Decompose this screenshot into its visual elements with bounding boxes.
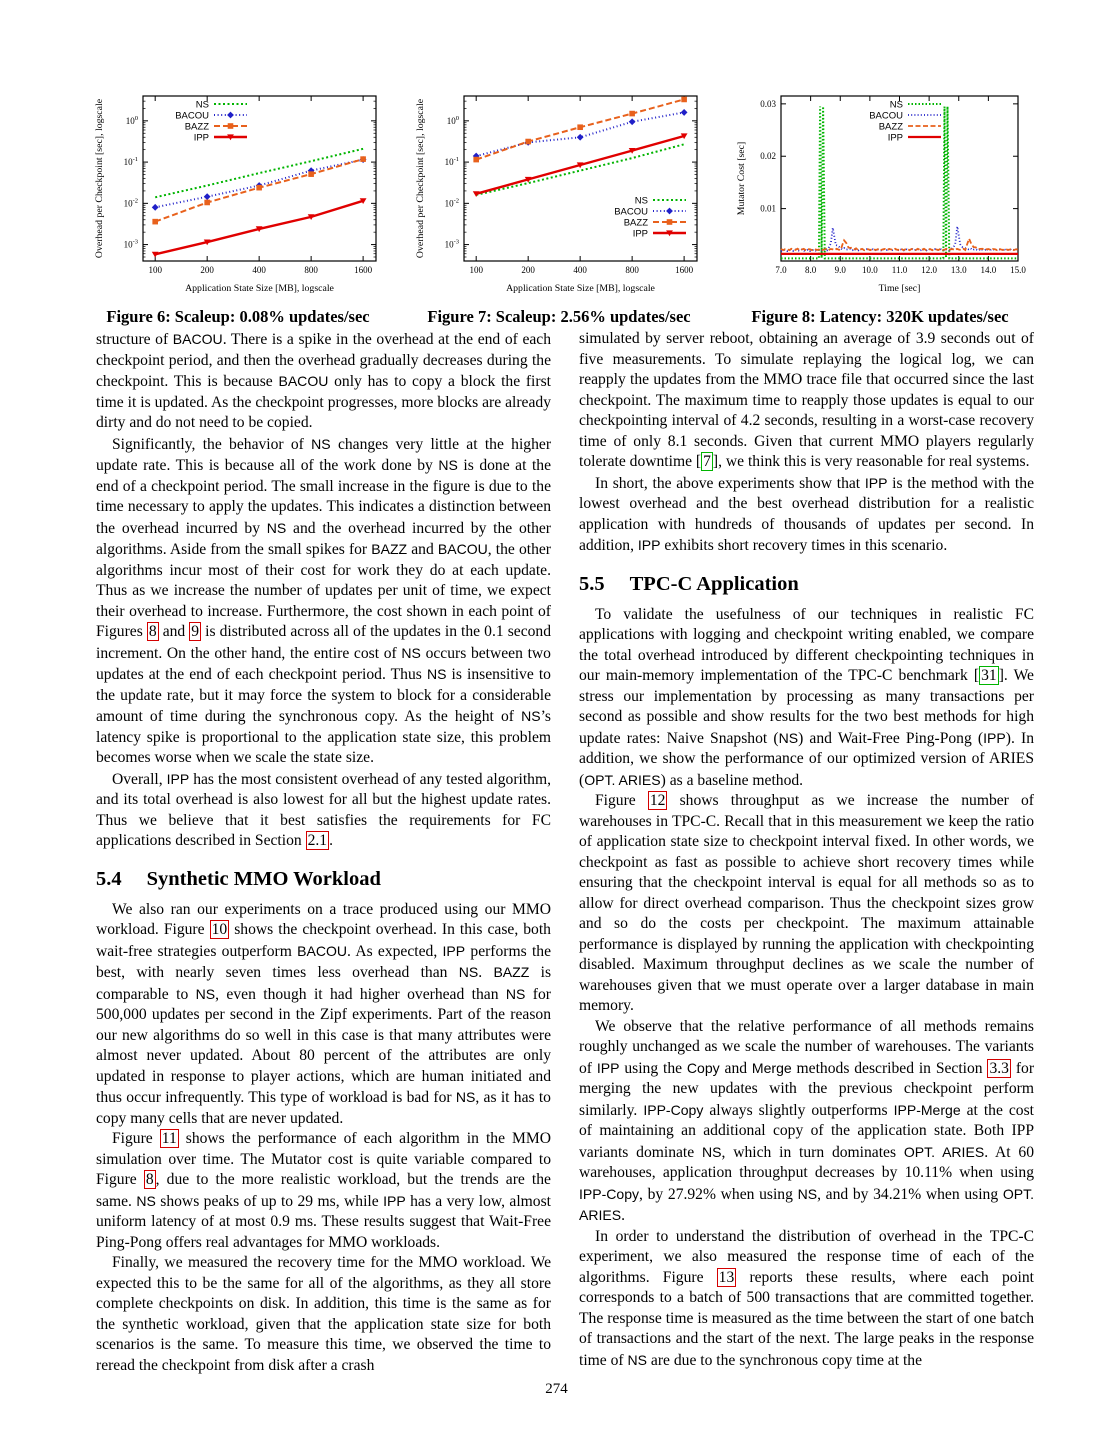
svg-text:BACOU: BACOU [868,110,903,122]
figure-ref[interactable]: 3.3 [989,1059,1009,1077]
sans-term: NS [458,964,479,980]
svg-text:NS: NS [195,99,209,111]
sans-term: OPT. ARIES [579,1185,1034,1223]
sans-term: NS [311,435,331,452]
paragraph: Overall, IPP has the most consistent overhead of any tested algorithm, and its total overhead is also lowest for all but the highest update rates. Thus we believe that it best satisfies the requirements for FC applications described in Section 2.1 . [96,770,551,849]
svg-text:1600: 1600 [353,265,372,275]
svg-text:100: 100 [147,265,162,275]
sans-term: IPP [637,537,661,553]
figure-8 [726,90,1034,327]
svg-text:400: 400 [251,265,266,275]
sans-term: NS [627,1351,648,1368]
svg-text:11.0: 11.0 [891,265,907,275]
svg-text:IPP: IPP [887,132,903,144]
sans-term: NS [401,644,421,661]
svg-text:Application State Size [MB], l: Application State Size [MB], logscale [184,283,334,294]
svg-text:BAZZ: BAZZ [623,217,648,229]
figure-7-chart [412,90,707,295]
sans-term: NS [521,708,541,724]
figure-ref[interactable]: 10 [211,921,228,938]
svg-text:400: 400 [572,265,587,275]
svg-text:200: 200 [520,265,535,275]
sans-term: IPP [442,942,466,959]
sans-term: IPP [596,1059,620,1076]
svg-text:12.0: 12.0 [920,265,937,275]
svg-text:200: 200 [199,265,214,275]
svg-text:10-2: $10^{-2}$ [444,197,459,209]
citation-ref[interactable]: 31 [981,667,997,684]
paragraph: To validate the usefulness of our techniques in realistic FC applications with logging and checkpoint writing enabled, we compare the total overhead introduced by different checkpointing techniques in our main-memory implementation of the TPC-C benchmark [ 31 ]. We stress our implementation by processing as many transactions per second as possible and show results for the two best methods for high update rates: Naive Snapshot (NS) and Wait-Free Ping-Pong (IPP). In addition, we show the performance of our optimized version of ARIES (OPT. ARIES) as a baseline method. [579,605,1035,789]
svg-text:Time [sec]: Time [sec] [878,283,920,294]
svg-text:10.0: 10.0 [861,265,878,275]
page-number: 274 [545,1381,568,1397]
sans-term: NS [455,1089,476,1105]
sans-term: OPT. ARIES [584,771,661,788]
svg-text:100: 100 [468,265,483,275]
svg-text:100: $10^0$ [125,114,138,126]
sans-term: IPP [166,770,190,787]
sans-term: NS [778,729,799,746]
svg-text:0.01: 0.01 [759,203,776,214]
svg-text:7.0: 7.0 [774,265,787,275]
svg-text:10-1: $10^{-1}$ [444,156,459,168]
figure-ref[interactable]: 11 [161,1130,177,1147]
figure-ref[interactable]: 9 [191,623,200,640]
svg-text:10-3: $10^{-3}$ [444,238,459,250]
sans-term: NS [797,1185,818,1202]
citation-ref[interactable]: 7 [703,453,711,470]
svg-text:BAZZ: BAZZ [184,121,209,133]
sans-term: Copy [686,1059,720,1076]
sans-term: IPP-Copy [579,1185,640,1202]
svg-text:BACOU: BACOU [613,206,648,218]
paragraph: Figure 12 shows throughput as we increase the number of warehouses in TPC-C. Recall that in this measurement we keep the ratio of application state size to checkpoint interval fixed. In other words, we checkpoint as fast as possible to achieve short recovery times while ensuring that the checkpoint interval is equal for all methods so as to allow for direct overhead comparison. Thus the checkpoint sizes grow and so do the costs per checkpoint. The maximum attainable performance is displayed by running the application with checkpointing disabled. Maximum throughput declines as we scale the number of warehouses given that we must operate over a larger database in main memory. [579,792,1034,1014]
sans-term: IPP-Merge [893,1101,961,1118]
figures-row [84,90,1034,327]
svg-text:Overhead per Checkpoint [sec],: Overhead per Checkpoint [sec], logscale [93,98,105,259]
sans-term: Merge [751,1059,792,1076]
figure-8-caption: Figure 8: Latency: 320K updates/sec [751,307,1009,326]
svg-text:10-3: $10^{-3}$ [123,238,138,250]
sans-term: IPP-Copy [643,1101,704,1118]
svg-text:8.0: 8.0 [804,265,816,275]
svg-text:Application State Size [MB], l: Application State Size [MB], logscale [505,283,655,294]
svg-text:15.0: 15.0 [1009,265,1026,275]
paragraph: In short, the above experiments show that IPP is the method with the lowest overhead and the best overhead distribution for a realistic application with hundreds of thousands of updates per second. In addition, IPP exhibits short recovery times in this scenario. [579,474,1034,554]
sans-term: BACOU [278,373,329,389]
figure-ref[interactable]: 2.1 [307,832,328,849]
svg-text:NS: NS [889,99,903,111]
sans-term: IPP [864,474,888,491]
svg-text:BAZZ: BAZZ [878,121,903,133]
svg-text:BACOU: BACOU [174,110,209,122]
figure-7 [405,90,713,327]
figure-7-caption: Figure 7: Scaleup: 2.56% updates/sec [427,307,691,326]
figure-ref[interactable]: 12 [649,792,666,809]
sans-term: NS [702,1143,722,1160]
text-columns [96,329,1034,1376]
svg-text:0.03: 0.03 [759,98,776,109]
svg-text:13.0: 13.0 [950,265,967,275]
figure-ref[interactable]: 8 [148,623,157,640]
sans-term: BAZZ [493,964,530,980]
sans-term: BAZZ [371,541,408,557]
sans-term: BACOU [437,541,488,557]
sans-term: NS [136,1192,156,1209]
sans-term: BACOU [297,942,348,959]
svg-text:800: 800 [303,265,318,275]
paragraph: We observe that the relative performance of all methods remains roughly unchanged as we scale the number of warehouses. The variants of IPP using the Copy and Merge methods described in Section 3.3 for merging the new updates with the previous checkpoint perform similarly. IPP-Copy always slightly outperforms IPP-Merge at the cost of maintaining an additional copy of the application state. Both IPP variants dominate NS, which in turn dominates OPT. ARIES. At 60 warehouses, application throughput decreases by 10.11% when using IPP-Copy, by 27.92% when using NS, and by 34.21% when using OPT. ARIES. [579,1017,1035,1224]
sans-term: NS [195,985,216,1002]
paragraph: Figure 11 shows the performance of each algorithm in the MMO simulation over time. The Mutator cost is quite variable compared to Figure 8 , due to the more realistic workload, but the trends are the same. NS shows peaks of up to 29 ms, while IPP has a very low, almost uniform latency of at most 0.9 ms. These results suggest that Wait-Free Ping-Pong offers real advantages for MMO workloads. [96,1130,552,1251]
figure-6-caption: Figure 6: Scaleup: 0.08% updates/sec [106,307,370,326]
sans-term: NS [426,666,447,682]
left-column [96,329,551,1376]
paragraph: simulated by server reboot, obtaining an average of 3.9 seconds out of five measurements. To simulate replaying the logical log, we can reapply the updates from the MMO trace file that occurred since the last checkpoint. The maximum time to reapply those updates is equal to our checkpointing interval of 4.2 seconds, resulting in a worst-case recovery time of only 8.1 seconds. Given that current MMO players regularly tolerate downtime [ 7 ], we think this is very reasonable for real systems. [579,330,1034,470]
svg-text:0.02: 0.02 [759,151,776,162]
svg-text:Mutator Cost [sec]: Mutator Cost [sec] [735,141,747,216]
svg-text:10-1: $10^{-1}$ [123,156,138,168]
svg-text:1600: 1600 [674,265,693,275]
figure-6 [84,90,392,327]
sans-term: NS [266,519,287,536]
figure-8-chart [733,90,1028,295]
sans-term: BACOU [172,331,223,347]
paragraph: Significantly, the behavior of NS changes very little at the higher update rate. This is because all of the work done by NS is done at the end of a checkpoint period. The small increase in the figure is due to the time necessary to apply the updates. This indicates a distinction between the overhead incurred by NS and the overhead incurred by the other algorithms. Aside from the small spikes for BAZZ and BACOU, the other algorithms incur most of their cost for work they do at each update. Thus as we increase the number of updates per unit of time, we expect their overhead to increase. Furthermore, the cost shown in each point of Figures 8 and 9 is distributed across all of the updates in the 0.1 second increment. On the other hand, the entire cost of NS occurs between two updates at the end of each checkpoint period. Thus NS is insensitive to the update rate, but it may force the system to block for a considerable amount of time during the synchronous copy. As the height of NS’s latency spike is proportional to the application state size, this problem becomes worse when we scale the state size. [96,435,552,766]
paragraph: In order to understand the distribution of overhead in the TPC-C experiment, we also measured the response time of each of the algorithms. Figure 13 reports these results, where each point corresponds to a batch of 500 transactions that are committed together. The response time is measured as the time between the start of one batch of transactions and the start of the next. The large peaks in the response time of NS are due to the synchronous copy time at the [579,1227,1034,1369]
figure-ref[interactable]: 13 [718,1268,735,1286]
svg-text:800: 800 [624,265,639,275]
figure-ref[interactable]: 8 [145,1171,154,1188]
sans-term: OPT. ARIES [903,1143,985,1160]
svg-text:100: $10^0$ [446,114,459,126]
svg-text:9.0: 9.0 [834,265,846,275]
section-heading: 5.4 Synthetic MMO Workload [96,867,381,890]
right-column [579,329,1034,1376]
paragraph: We also ran our experiments on a trace produced using our MMO workload. Figure 10 shows the checkpoint overhead. In this case, both wait-free strategies outperform BACOU. As expected, IPP performs the best, with nearly seven times less overhead than NS. BAZZ is comparable to NS, even though it had higher overhead than NS for 500,000 updates per second in the Zipf experiments. Part of the reason our new algorithms do so well in this case is that many attributes were almost never updated. About 80 percent of the attributes are only updated in response to player actions, which are human initiated and thus occur infrequently. This type of workload is bad for NS, as it has to copy many cells that are never updated. [96,900,552,1127]
svg-text:14.0: 14.0 [980,265,996,275]
svg-text:Overhead per Checkpoint [sec],: Overhead per Checkpoint [sec], logscale [414,98,426,259]
sans-term: IPP [983,729,1006,746]
svg-text:10-2: $10^{-2}$ [123,197,138,209]
sans-term: NS [438,457,458,473]
svg-text:NS: NS [634,195,648,207]
sans-term: IPP [383,1192,406,1209]
svg-text:IPP: IPP [632,228,648,240]
figure-6-chart [91,90,386,295]
svg-text:IPP: IPP [193,132,209,144]
paragraph: structure of BACOU. There is a spike in the overhead at the end of each checkpoint period, and then the overhead gradually decreases during the checkpoint. This is because BACOU only has to copy a block the first time it is updated. As the checkpoint progresses, more blocks are already dirty and do not need to be copied. [96,331,551,431]
sans-term: NS [505,985,526,1002]
paragraph: Finally, we measured the recovery time for the MMO workload. We expected this to be the same for all of the algorithms, as they all store complete checkpoints on disk. In addition, this time is the same as for the synthetic workload, given that the application state size for both scenarios is the same. To measure this time, we observed the time to reread the checkpoint from disk after a crash [96,1254,551,1374]
section-heading: 5.5 TPC-C Application [579,572,799,595]
